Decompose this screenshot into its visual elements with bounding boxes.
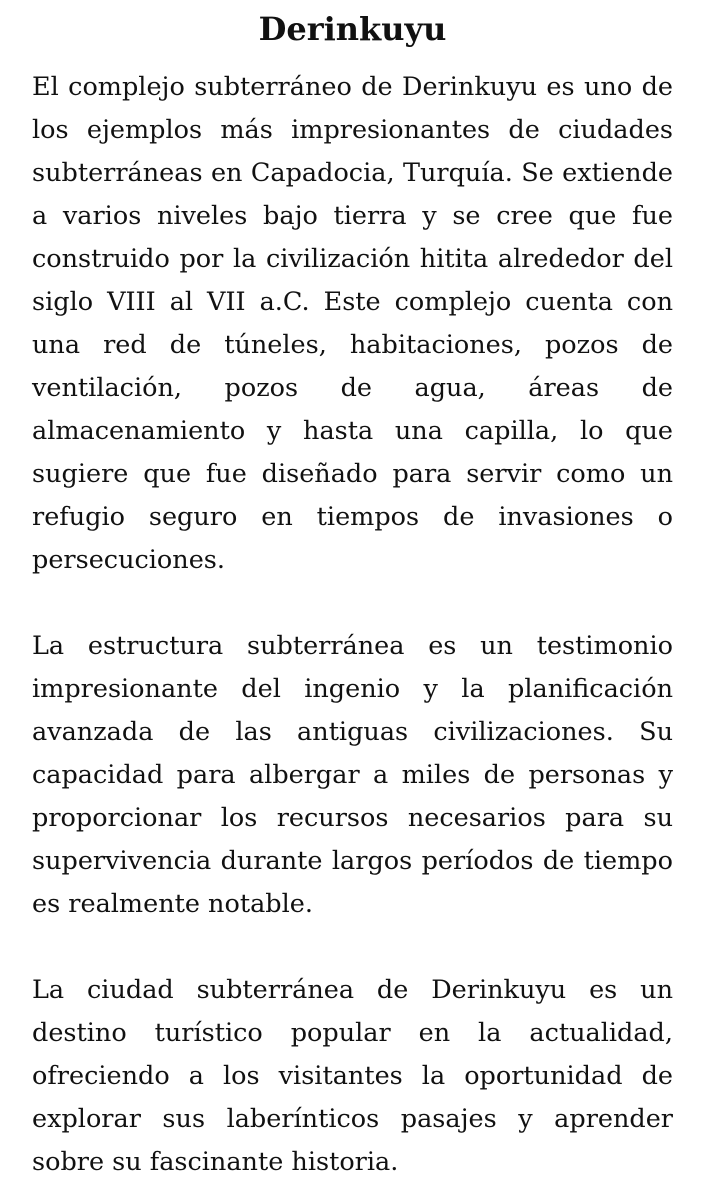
document-title: Derinkuyu bbox=[258, 10, 447, 48]
paragraph-intro: El complejo subterráneo de Derinkuyu es uno de los ejemplos más impresionantes de ciudades subterráneas en Capadocia, Turquía. Se extiende a varios niveles bajo tierra y se cree que fue construido por la civilización hitita alrededor del siglo VIII al VII a.C. Este complejo cuenta con una red de túneles, habitaciones, pozos de ventilación, pozos de agua, áreas de almacenamiento y hasta una capilla, lo que sugiere que fue diseñado para servir como un refugio seguro en tiempos de invasiones o persecuciones. bbox=[32, 72, 673, 575]
paragraph-structure: La estructura subterránea es un testimonio impresionante del ingenio y la planificación avanzada de las antiguas civilizaciones. Su capacidad para albergar a miles de personas y proporcionar los recursos necesarios para su supervivencia durante largos períodos de tiempo es realmente notable. bbox=[32, 631, 673, 919]
paragraph-tourism: La ciudad subterránea de Derinkuyu es un destino turístico popular en la actualidad, ofreciendo a los visitantes la oportunidad de explorar sus laberínticos pasajes y aprender sobre su fascinante historia. bbox=[32, 975, 673, 1177]
